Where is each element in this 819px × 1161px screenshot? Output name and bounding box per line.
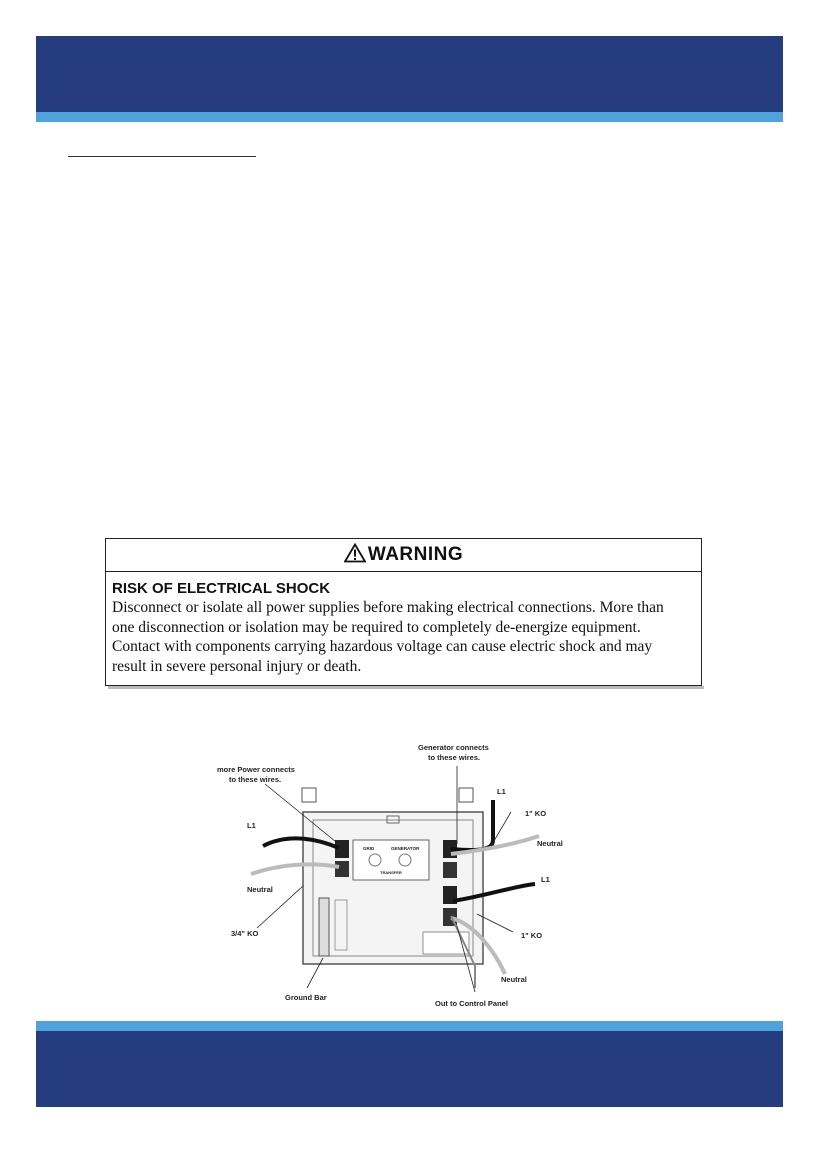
warning-header: [106, 539, 701, 572]
section-heading-underline: [68, 156, 256, 157]
label-sticker-right: [423, 932, 469, 954]
footer-stripe: [36, 1021, 783, 1031]
mounting-tab-right: [459, 788, 473, 802]
label-1in-ko-bottom: 1" KO: [521, 931, 543, 940]
switch-right-label: GENERATOR: [391, 846, 420, 851]
warning-triangle-icon: [344, 543, 366, 568]
warning-line: one disconnection or isolation may be required to completely de-energize equipment.: [112, 618, 641, 636]
warning-title: WARNING: [367, 544, 464, 565]
label-generator-2: to these wires.: [428, 753, 481, 762]
warning-box: [105, 538, 702, 686]
header-stripe: [36, 112, 783, 122]
label-neutral-generator: Neutral: [537, 839, 563, 848]
label-l1-out: L1: [541, 875, 550, 884]
label-more-power-2: to these wires.: [229, 775, 282, 784]
footer-band: [36, 1031, 783, 1107]
wiring-diagram: [195, 736, 605, 1016]
label-ground-bar: Ground Bar: [285, 993, 327, 1002]
warning-body: [106, 572, 701, 676]
label-34-ko: 3/4" KO: [231, 929, 259, 938]
label-more-power-1: more Power connects: [217, 765, 295, 774]
breaker-right-bottom: [443, 862, 457, 878]
breaker-left-bottom: [335, 861, 349, 877]
label-1in-ko-top: 1" KO: [525, 809, 547, 818]
switch-sub-label: TRANSFER: [380, 870, 402, 875]
switch-left-label: GRID: [363, 846, 375, 851]
label-neutral-out: Neutral: [501, 975, 527, 984]
warning-line: result in severe personal injury or death.: [112, 657, 362, 675]
mounting-tab-left: [302, 788, 316, 802]
label-l1-left: L1: [247, 821, 256, 830]
label-generator-1: Generator connects: [418, 743, 489, 752]
ground-bar: [319, 898, 329, 956]
label-out-control: Out to Control Panel: [435, 999, 508, 1008]
header-band: [36, 36, 783, 112]
warning-line: Contact with components carrying hazardous voltage can cause electric shock and may: [112, 638, 653, 655]
label-l1-generator: L1: [497, 787, 506, 796]
warning-line: Disconnect or isolate all power supplies before making electrical connections. More than: [112, 599, 664, 616]
label-neutral-left: Neutral: [247, 885, 273, 894]
risk-title: RISK OF ELECTRICAL SHOCK: [112, 580, 331, 597]
warning-box-shadow: [108, 686, 704, 689]
